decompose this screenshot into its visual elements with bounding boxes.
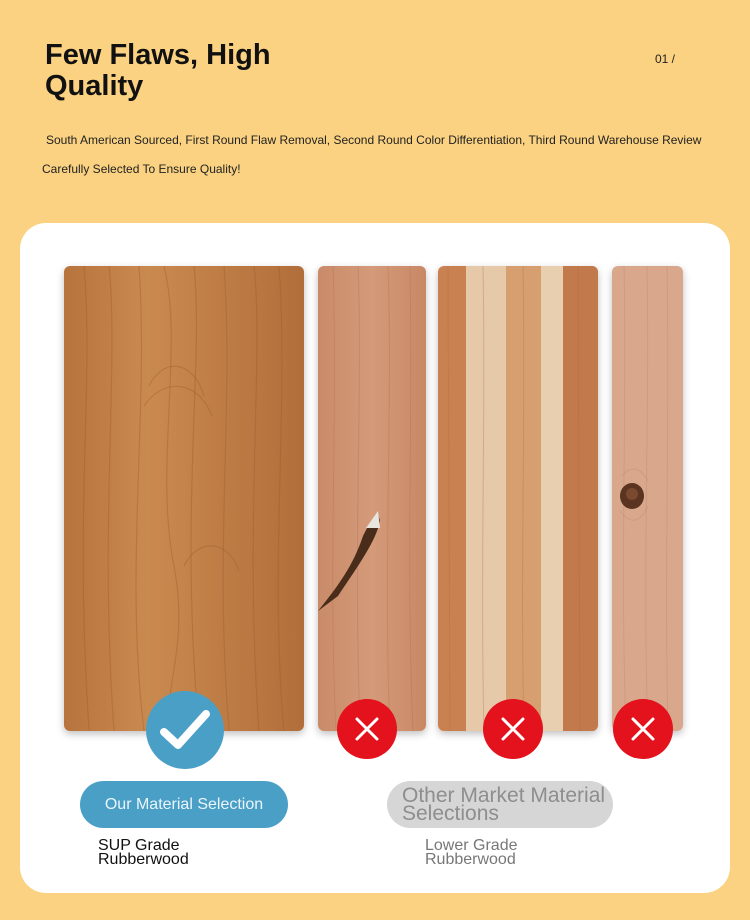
knotted-wood-plank-image (318, 266, 426, 731)
x-icon (483, 699, 543, 759)
premium-wood-plank-image (64, 266, 304, 731)
other-grade-label: Lower Grade Rubberwood (425, 837, 518, 868)
our-selection-label: Our Material Selection (80, 781, 288, 828)
other-selection-label: Other Market Material Selections (387, 781, 613, 828)
page-number: 01 / (655, 52, 676, 66)
x-icon (337, 699, 397, 759)
our-grade-label: SUP Grade Rubberwood (98, 837, 189, 868)
color-variation-plank-image (438, 266, 598, 731)
subtitle: South American Sourced, First Round Flaw Removal, Second Round Color Differentiation, Third Round Warehouse Review (46, 133, 702, 147)
small-knot-plank-image (612, 266, 683, 731)
page-title: Few Flaws, High Quality (45, 39, 271, 102)
x-icon (613, 699, 673, 759)
comparison-card (20, 223, 730, 893)
tagline: Carefully Selected To Ensure Quality! (42, 162, 241, 176)
checkmark-icon (146, 691, 224, 769)
